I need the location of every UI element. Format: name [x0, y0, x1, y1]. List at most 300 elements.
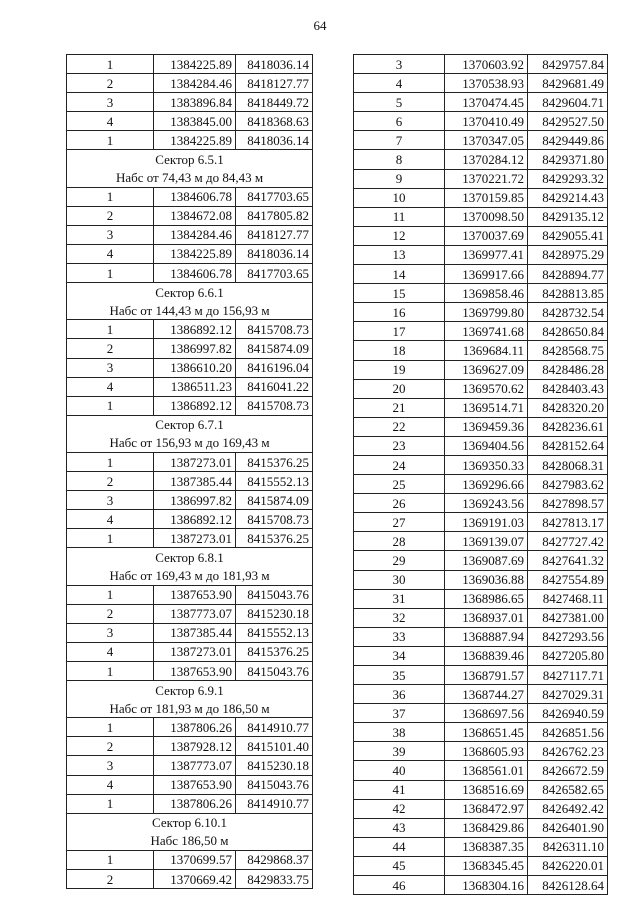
coord-x: 1387273.01: [154, 529, 236, 548]
table-row: [354, 856, 608, 875]
table-row: [67, 320, 313, 339]
table-row: [354, 74, 608, 93]
sector-title-row: [67, 415, 313, 434]
coord-y: 8417703.65: [236, 264, 313, 283]
coord-x: 1387928.12: [154, 737, 236, 756]
coord-y: 8429293.32: [528, 169, 608, 188]
coord-x: 1370603.92: [445, 55, 528, 74]
point-number: 18: [354, 341, 445, 360]
coord-y: 8428152.64: [528, 436, 608, 455]
coord-y: 8417805.82: [236, 206, 313, 225]
table-row: [67, 396, 313, 415]
table-row: [354, 589, 608, 608]
point-number: 20: [354, 379, 445, 398]
coord-y: 8428068.31: [528, 455, 608, 474]
coord-x: 1368744.27: [445, 685, 528, 704]
point-number: 38: [354, 723, 445, 742]
coord-y: 8415043.76: [236, 775, 313, 794]
table-row: [354, 188, 608, 207]
coord-x: 1370538.93: [445, 74, 528, 93]
point-number: 11: [354, 207, 445, 226]
point-number: 1: [67, 662, 154, 681]
coord-y: 8427813.17: [528, 513, 608, 532]
point-number: 5: [354, 93, 445, 112]
point-number: 4: [67, 510, 154, 529]
coord-x: 1370699.57: [154, 850, 236, 869]
coord-y: 8427727.42: [528, 532, 608, 551]
point-number: 2: [67, 74, 154, 93]
table-row: [354, 704, 608, 723]
point-number: 1: [67, 585, 154, 604]
coord-y: 8426672.59: [528, 761, 608, 780]
table-row: [354, 780, 608, 799]
point-number: 1: [67, 529, 154, 548]
page-number: 64: [313, 18, 327, 33]
point-number: 34: [354, 646, 445, 665]
coord-y: 8427468.11: [528, 589, 608, 608]
point-number: 1: [67, 396, 154, 415]
sector-height-range: Набс от 156,93 м до 169,43 м: [67, 434, 313, 453]
point-number: 19: [354, 360, 445, 379]
coord-x: 1368651.45: [445, 723, 528, 742]
point-number: 4: [67, 244, 154, 263]
coord-x: 1369741.68: [445, 322, 528, 341]
right-coordinates-table: [353, 54, 608, 895]
point-number: 15: [354, 284, 445, 303]
table-row: [354, 799, 608, 818]
coord-y: 8418368.63: [236, 112, 313, 131]
table-row: [67, 775, 313, 794]
table-row: [354, 322, 608, 341]
point-number: 3: [67, 358, 154, 377]
table-row: [354, 532, 608, 551]
coord-x: 1370159.85: [445, 188, 528, 207]
coord-y: 8417703.65: [236, 187, 313, 206]
coord-x: 1370037.69: [445, 226, 528, 245]
point-number: 21: [354, 398, 445, 417]
point-number: 8: [354, 150, 445, 169]
coord-y: 8415101.40: [236, 737, 313, 756]
table-row: [354, 207, 608, 226]
point-number: 3: [354, 55, 445, 74]
coord-y: 8415708.73: [236, 510, 313, 529]
point-number: 17: [354, 322, 445, 341]
point-number: 3: [67, 491, 154, 510]
coord-x: 1387806.26: [154, 794, 236, 813]
table-row: [354, 666, 608, 685]
coord-y: 8428975.29: [528, 245, 608, 264]
coord-x: 1387773.07: [154, 604, 236, 623]
coord-y: 8426220.01: [528, 856, 608, 875]
table-row: [67, 206, 313, 225]
coord-y: 8415230.18: [236, 604, 313, 623]
coord-x: 1386892.12: [154, 320, 236, 339]
coord-x: 1383845.00: [154, 112, 236, 131]
table-row: [354, 475, 608, 494]
sector-height-range: Набс от 181,93 м до 186,50 м: [67, 699, 313, 718]
table-row: [354, 876, 608, 895]
coord-x: 1368887.94: [445, 627, 528, 646]
table-row: [354, 379, 608, 398]
coord-x: 1368697.56: [445, 704, 528, 723]
coord-y: 8427293.56: [528, 627, 608, 646]
coord-x: 1368472.97: [445, 799, 528, 818]
point-number: 37: [354, 704, 445, 723]
point-number: 42: [354, 799, 445, 818]
coord-y: 8427554.89: [528, 570, 608, 589]
point-number: 3: [67, 225, 154, 244]
coord-y: 8428894.77: [528, 265, 608, 284]
coord-x: 1368605.93: [445, 742, 528, 761]
coord-x: 1368387.35: [445, 837, 528, 856]
coord-x: 1369404.56: [445, 436, 528, 455]
point-number: 1: [67, 718, 154, 737]
coord-x: 1386997.82: [154, 491, 236, 510]
table-row: [67, 225, 313, 244]
sector-height-row: [67, 169, 313, 188]
coord-x: 1384225.89: [154, 244, 236, 263]
coord-y: 8428568.75: [528, 341, 608, 360]
coord-y: 8415874.09: [236, 491, 313, 510]
point-number: 1: [67, 452, 154, 471]
point-number: 35: [354, 666, 445, 685]
coord-x: 1387273.01: [154, 452, 236, 471]
table-row: [67, 93, 313, 112]
point-number: 41: [354, 780, 445, 799]
table-row: [67, 112, 313, 131]
coord-x: 1387385.44: [154, 623, 236, 642]
coord-x: 1369858.46: [445, 284, 528, 303]
coord-y: 8429135.12: [528, 207, 608, 226]
sector-title-row: [67, 150, 313, 169]
sector-height-row: [67, 832, 313, 851]
table-row: [354, 436, 608, 455]
coord-y: 8415708.73: [236, 320, 313, 339]
coord-x: 1369684.11: [445, 341, 528, 360]
coord-x: 1369191.03: [445, 513, 528, 532]
coord-x: 1370347.05: [445, 131, 528, 150]
coord-x: 1384225.89: [154, 55, 236, 74]
coord-x: 1369139.07: [445, 532, 528, 551]
coord-x: 1386892.12: [154, 510, 236, 529]
point-number: 12: [354, 226, 445, 245]
point-number: 1: [67, 320, 154, 339]
coord-y: 8418449.72: [236, 93, 313, 112]
coord-x: 1386997.82: [154, 339, 236, 358]
point-number: 46: [354, 876, 445, 895]
coord-y: 8429449.86: [528, 131, 608, 150]
table-row: [354, 226, 608, 245]
point-number: 24: [354, 455, 445, 474]
sector-height-row: [67, 301, 313, 320]
point-number: 40: [354, 761, 445, 780]
table-row: [67, 604, 313, 623]
coord-y: 8428813.85: [528, 284, 608, 303]
point-number: 3: [67, 623, 154, 642]
coord-y: 8415376.25: [236, 642, 313, 661]
point-number: 3: [67, 93, 154, 112]
coord-y: 8426311.10: [528, 837, 608, 856]
table-row: [67, 491, 313, 510]
point-number: 43: [354, 818, 445, 837]
coord-x: 1369350.33: [445, 455, 528, 474]
coord-y: 8428486.28: [528, 360, 608, 379]
coord-x: 1387773.07: [154, 756, 236, 775]
point-number: 4: [67, 642, 154, 661]
point-number: 2: [67, 604, 154, 623]
point-number: 4: [67, 775, 154, 794]
coord-x: 1369627.09: [445, 360, 528, 379]
sector-title: Сектор 6.6.1: [67, 283, 313, 302]
table-row: [354, 513, 608, 532]
table-row: [354, 245, 608, 264]
table-row: [67, 529, 313, 548]
sector-height-range: Набс от 169,43 м до 181,93 м: [67, 567, 313, 586]
table-row: [354, 93, 608, 112]
coord-x: 1368561.01: [445, 761, 528, 780]
point-number: 3: [67, 756, 154, 775]
sector-title-row: [67, 813, 313, 832]
point-number: 2: [67, 737, 154, 756]
coord-x: 1369514.71: [445, 398, 528, 417]
point-number: 6: [354, 112, 445, 131]
point-number: 22: [354, 417, 445, 436]
table-row: [67, 187, 313, 206]
left-coordinates-table: [66, 54, 313, 889]
coord-x: 1370221.72: [445, 169, 528, 188]
table-row: [67, 850, 313, 869]
sector-height-range: Набс 186,50 м: [67, 832, 313, 851]
point-number: 1: [67, 55, 154, 74]
table-row: [67, 737, 313, 756]
coord-x: 1369036.88: [445, 570, 528, 589]
table-row: [67, 585, 313, 604]
point-number: 4: [354, 74, 445, 93]
coord-y: 8429833.75: [236, 870, 313, 889]
coord-x: 1386892.12: [154, 396, 236, 415]
point-number: 31: [354, 589, 445, 608]
sector-title-row: [67, 283, 313, 302]
table-row: [67, 244, 313, 263]
coord-y: 8416196.04: [236, 358, 313, 377]
table-row: [354, 455, 608, 474]
coord-y: 8426940.59: [528, 704, 608, 723]
sector-title-row: [67, 681, 313, 700]
table-row: [67, 452, 313, 471]
coord-y: 8415376.25: [236, 452, 313, 471]
coord-x: 1369570.62: [445, 379, 528, 398]
coord-x: 1370474.45: [445, 93, 528, 112]
coord-y: 8429371.80: [528, 150, 608, 169]
coord-x: 1368986.65: [445, 589, 528, 608]
point-number: 30: [354, 570, 445, 589]
table-row: [354, 303, 608, 322]
coord-x: 1368345.45: [445, 856, 528, 875]
table-row: [354, 494, 608, 513]
coord-y: 8415376.25: [236, 529, 313, 548]
coord-x: 1384672.08: [154, 206, 236, 225]
coord-x: 1368429.86: [445, 818, 528, 837]
point-number: 2: [67, 870, 154, 889]
table-row: [354, 627, 608, 646]
coord-y: 8415043.76: [236, 585, 313, 604]
table-row: [354, 837, 608, 856]
sector-title: Сектор 6.8.1: [67, 548, 313, 567]
table-row: [354, 341, 608, 360]
point-number: 25: [354, 475, 445, 494]
coord-x: 1369296.66: [445, 475, 528, 494]
sector-height-range: Набс от 74,43 м до 84,43 м: [67, 169, 313, 188]
coord-y: 8426401.90: [528, 818, 608, 837]
coord-x: 1370669.42: [154, 870, 236, 889]
coord-x: 1387385.44: [154, 472, 236, 491]
sector-title: Сектор 6.7.1: [67, 415, 313, 434]
point-number: 44: [354, 837, 445, 856]
coord-y: 8416041.22: [236, 377, 313, 396]
table-row: [354, 150, 608, 169]
coord-y: 8427983.62: [528, 475, 608, 494]
coord-y: 8427117.71: [528, 666, 608, 685]
coord-y: 8418127.77: [236, 74, 313, 93]
point-number: 1: [67, 264, 154, 283]
coord-x: 1387273.01: [154, 642, 236, 661]
table-row: [67, 358, 313, 377]
table-row: [354, 360, 608, 379]
coord-x: 1368304.16: [445, 876, 528, 895]
coord-y: 8418036.14: [236, 55, 313, 74]
coord-x: 1370098.50: [445, 207, 528, 226]
coord-y: 8429214.43: [528, 188, 608, 207]
point-number: 9: [354, 169, 445, 188]
point-number: 1: [67, 850, 154, 869]
table-row: [354, 112, 608, 131]
table-row: [67, 756, 313, 775]
coord-y: 8429527.50: [528, 112, 608, 131]
coord-x: 1387653.90: [154, 662, 236, 681]
point-number: 33: [354, 627, 445, 646]
coord-y: 8426851.56: [528, 723, 608, 742]
point-number: 45: [354, 856, 445, 875]
sector-title: Сектор 6.5.1: [67, 150, 313, 169]
coord-y: 8426582.65: [528, 780, 608, 799]
point-number: 4: [67, 112, 154, 131]
coord-x: 1384284.46: [154, 225, 236, 244]
coord-y: 8427641.32: [528, 551, 608, 570]
point-number: 7: [354, 131, 445, 150]
point-number: 16: [354, 303, 445, 322]
table-row: [354, 169, 608, 188]
sector-height-row: [67, 434, 313, 453]
coord-x: 1369917.66: [445, 265, 528, 284]
point-number: 36: [354, 685, 445, 704]
point-number: 2: [67, 339, 154, 358]
coord-x: 1369977.41: [445, 245, 528, 264]
table-row: [354, 551, 608, 570]
table-row: [67, 264, 313, 283]
coord-y: 8418036.14: [236, 244, 313, 263]
coord-y: 8429757.84: [528, 55, 608, 74]
table-row: [67, 377, 313, 396]
point-number: 1: [67, 131, 154, 150]
coord-x: 1386610.20: [154, 358, 236, 377]
coord-x: 1369087.69: [445, 551, 528, 570]
point-number: 4: [67, 377, 154, 396]
point-number: 2: [67, 206, 154, 225]
coord-y: 8427381.00: [528, 608, 608, 627]
point-number: 23: [354, 436, 445, 455]
coord-y: 8429055.41: [528, 226, 608, 245]
coord-x: 1384606.78: [154, 187, 236, 206]
sector-title: Сектор 6.10.1: [67, 813, 313, 832]
coord-x: 1369459.36: [445, 417, 528, 436]
coord-y: 8428403.43: [528, 379, 608, 398]
coord-y: 8429681.49: [528, 74, 608, 93]
point-number: 1: [67, 794, 154, 813]
table-row: [354, 742, 608, 761]
table-row: [354, 55, 608, 74]
point-number: 26: [354, 494, 445, 513]
table-row: [67, 55, 313, 74]
table-row: [67, 131, 313, 150]
table-row: [67, 642, 313, 661]
table-row: [354, 685, 608, 704]
table-row: [354, 646, 608, 665]
point-number: 28: [354, 532, 445, 551]
sector-height-range: Набс от 144,43 м до 156,93 м: [67, 301, 313, 320]
table-row: [67, 74, 313, 93]
coord-y: 8415708.73: [236, 396, 313, 415]
coord-y: 8428732.54: [528, 303, 608, 322]
coord-y: 8426128.64: [528, 876, 608, 895]
coord-y: 8414910.77: [236, 718, 313, 737]
table-row: [67, 662, 313, 681]
table-row: [354, 417, 608, 436]
table-row: [354, 723, 608, 742]
coord-x: 1369243.56: [445, 494, 528, 513]
sector-title: Сектор 6.9.1: [67, 681, 313, 700]
coord-y: 8427898.57: [528, 494, 608, 513]
coord-x: 1369799.80: [445, 303, 528, 322]
point-number: 2: [67, 472, 154, 491]
table-row: [354, 818, 608, 837]
coord-x: 1387653.90: [154, 775, 236, 794]
table-row: [354, 570, 608, 589]
table-row: [354, 284, 608, 303]
coord-y: 8415552.13: [236, 472, 313, 491]
coord-y: 8415874.09: [236, 339, 313, 358]
coord-x: 1384284.46: [154, 74, 236, 93]
coord-y: 8429868.37: [236, 850, 313, 869]
coord-x: 1384606.78: [154, 264, 236, 283]
coord-x: 1387653.90: [154, 585, 236, 604]
coord-y: 8427029.31: [528, 685, 608, 704]
coord-y: 8418127.77: [236, 225, 313, 244]
coord-y: 8426762.23: [528, 742, 608, 761]
coord-x: 1368791.57: [445, 666, 528, 685]
coord-x: 1383896.84: [154, 93, 236, 112]
table-row: [354, 265, 608, 284]
table-row: [67, 472, 313, 491]
coord-y: 8428650.84: [528, 322, 608, 341]
table-row: [354, 398, 608, 417]
point-number: 1: [67, 187, 154, 206]
coord-x: 1370284.12: [445, 150, 528, 169]
point-number: 13: [354, 245, 445, 264]
coord-y: 8426492.42: [528, 799, 608, 818]
coord-x: 1368839.46: [445, 646, 528, 665]
sector-title-row: [67, 548, 313, 567]
sector-height-row: [67, 567, 313, 586]
